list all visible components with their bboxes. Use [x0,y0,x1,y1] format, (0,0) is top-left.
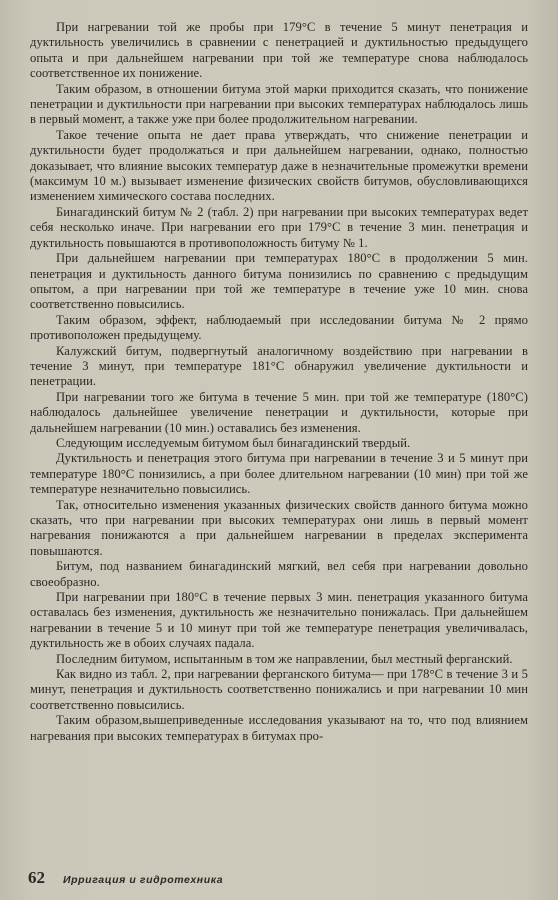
page-number: 62 [28,868,45,887]
paragraph: Битум, под названием бинагадинский мягкий, вел себя при нагревании довольно своеобразно. [30,559,528,589]
paragraph: При нагревании той же пробы при 179°C в течение 5 минут пенетрация и дуктильность увеличились в сравнении с пенетрацией и дуктильностью предыдущего опыта и при дальнейшем нагревании при той же температуре снова наблюдалось соответственное их понижение. [30,20,528,81]
paragraph: Такое течение опыта не дает права утверждать, что снижение пенетрации и дуктильности будет продолжаться и при дальнейшем нагревании, однако, полностью доказывает, что влияние высоких температур даже в незначительные промежутки времени (максимум 10 м.) вызывает изменение физических свойств битумов, обусловливающихся изменением химического состава последних. [30,127,528,204]
journal-title: Ирригация и гидротехника [63,874,224,886]
paragraph: Дуктильность и пенетрация этого битума при нагревании в течение 3 и 5 минут при температуре 180°C понизились, а при более длительном нагревании (10 мин) при той же температуре незначительно повысились. [30,451,528,497]
paragraph: Последним битумом, испытанным в том же направлении, был местный ферганский. [56,651,513,666]
article-body [30,20,528,744]
paragraph: Таким образом, в отношении битума этой марки приходится сказать, что понижение пенетрации и дуктильности при нагревании при высоких температурах наблюдалось лишь в первый момент, а также уже при более продолжительном нагревании. [30,81,528,127]
page-footer [28,868,528,888]
paragraph: При дальнейшем нагревании при температурах 180°C в продолжении 5 мин. пенетрация и дуктильность данного битума понизились по сравнению с предыдущим опытом, а при нагревании при той же температуре в течение уже 10 мин. снова соответственно повысились. [30,251,528,312]
paragraph: Так, относительно изменения указанных физических свойств данного битума можно сказать, что при нагревании при высоких температурах они лишь в первый момент нагревания понижаются а при дальнейшем нагревании в пределах эксперимента повышаются. [30,497,528,558]
paragraph: Таким образом, эффект, наблюдаемый при исследовании битума № 2 прямо противоположен предыдущему. [30,312,528,343]
paragraph: При нагревании при 180°C в течение первых 3 мин. пенетрация указанного битума оставалась без изменения, дуктильность же незначительно понижалась. При дальнейшем нагревании в течение 5 и 10 минут при той же температуре пенетрация увеличивалась, дуктильность же в обоих случаях падала. [30,590,528,651]
paragraph: Как видно из табл. 2, при нагревании ферганского битума— при 178°C в течение 3 и 5 минут, пенетрация и дуктильность соответственно понижались и при нагревании 10 мин соответственно повысились. [30,667,528,712]
paragraph: Следующим исследуемым битумом был бинагадинский твердый. [56,435,411,450]
paragraph: Бинагадинский битум № 2 (табл. 2) при нагревании при высоких температурах ведет себя несколько иначе. При нагревании его при 179°C в течение 3 мин. пенетрация и дуктильность повышаются в противоположность битуму № 1. [30,204,528,250]
paragraph: Калужский битум, подвергнутый аналогичному воздействию при нагревании в течение 3 минут, при температуре 181°C обнаружил увеличение дуктильности и пенетрации. [30,343,528,389]
paragraph: При нагревании того же битума в течение 5 мин. при той же температуре (180°C) наблюдалось дальнейшее увеличение пенетрации и дуктильности, которые при дальнейшем нагревании (10 мин.) оставались без изменения. [30,389,528,435]
paragraph: Таким образом,вышеприведенные исследования указывают на то, что под влиянием нагревания при высоких температурах в битумах про- [30,713,528,743]
